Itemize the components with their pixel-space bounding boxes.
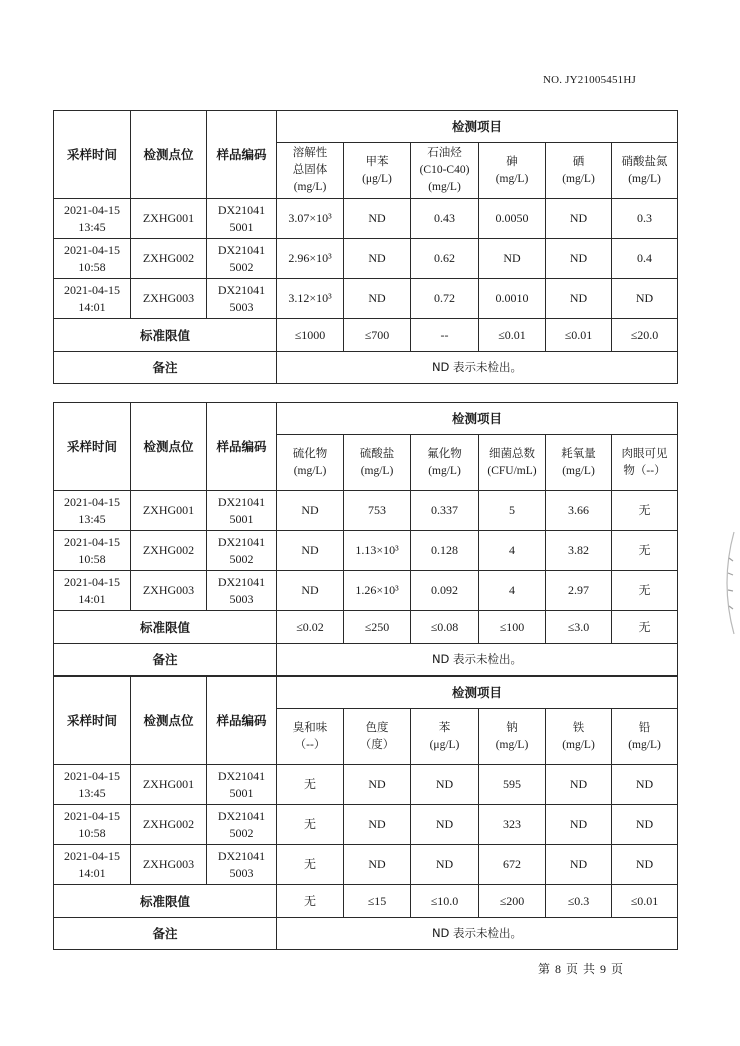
header-sample-code: 样品编码 bbox=[207, 111, 277, 199]
result-value-cell: ND bbox=[479, 239, 546, 279]
result-value-cell: ND bbox=[612, 765, 678, 805]
result-value-cell: 无 bbox=[612, 571, 678, 611]
standard-limit-cell: ≤15 bbox=[344, 885, 411, 918]
parameter-header bbox=[344, 143, 411, 199]
parameter-label: (μg/L) bbox=[362, 172, 392, 185]
result-value-cell: 3.07×10³ bbox=[277, 199, 344, 239]
result-value-cell: 595 bbox=[479, 765, 546, 805]
sampling-date: 2021-04-15 bbox=[64, 848, 120, 863]
sample-code-part1: DX21041 bbox=[217, 768, 266, 783]
result-value-cell: ND bbox=[344, 765, 411, 805]
monitoring-point-cell: ZXHG003 bbox=[131, 279, 207, 319]
header-test-items: 检测项目 bbox=[277, 111, 678, 143]
table-row bbox=[54, 239, 678, 279]
sample-code-part1: DX21041 bbox=[217, 808, 266, 823]
table-row bbox=[54, 805, 678, 845]
result-value-cell: 0.0050 bbox=[479, 199, 546, 239]
standard-limit-cell: -- bbox=[411, 319, 479, 352]
parameter-label: 铁 bbox=[572, 721, 585, 734]
standard-limit-cell: ≤0.02 bbox=[277, 611, 344, 644]
remark-label: 备注 bbox=[54, 644, 277, 676]
header-monitoring-point: 检测点位 bbox=[131, 111, 207, 199]
sample-code-part2: 5002 bbox=[229, 825, 254, 840]
result-value-cell: 323 bbox=[479, 805, 546, 845]
result-value-cell: 0.4 bbox=[612, 239, 678, 279]
sampling-date: 2021-04-15 bbox=[64, 574, 120, 589]
parameter-label: 肉眼可见 bbox=[621, 447, 668, 460]
result-value-cell: 无 bbox=[612, 491, 678, 531]
parameter-label: 铅 bbox=[638, 721, 651, 734]
sampling-clock: 13:45 bbox=[78, 785, 106, 800]
result-value-cell: ND bbox=[277, 531, 344, 571]
parameter-header bbox=[479, 709, 546, 765]
parameter-label: (C10-C40) bbox=[419, 164, 470, 176]
header-monitoring-point: 检测点位 bbox=[131, 403, 207, 491]
monitoring-point-cell: ZXHG002 bbox=[131, 239, 207, 279]
result-value-cell: 0.62 bbox=[411, 239, 479, 279]
sample-code-cell bbox=[207, 239, 277, 279]
table-row bbox=[54, 199, 678, 239]
parameter-label: 苯 bbox=[438, 721, 451, 734]
remark-text: ND 表示未检出。 bbox=[277, 918, 678, 950]
seal-stamp-partial bbox=[716, 528, 738, 638]
table-row bbox=[54, 491, 678, 531]
standard-limit-cell: ≤0.3 bbox=[546, 885, 612, 918]
sampling-clock: 14:01 bbox=[78, 299, 106, 314]
parameter-label: 总固体 bbox=[292, 164, 328, 176]
sampling-clock: 10:58 bbox=[78, 259, 106, 274]
data-table-2 bbox=[53, 402, 678, 676]
sampling-time-cell bbox=[54, 279, 131, 319]
parameter-header bbox=[546, 143, 612, 199]
table-row bbox=[54, 571, 678, 611]
sampling-date: 2021-04-15 bbox=[64, 768, 120, 783]
parameter-label: 砷 bbox=[506, 155, 518, 168]
standard-limit-label: 标准限值 bbox=[54, 319, 277, 352]
sampling-date: 2021-04-15 bbox=[64, 242, 120, 257]
header-sampling-time: 采样时间 bbox=[54, 677, 131, 765]
parameter-label: (mg/L) bbox=[562, 738, 595, 751]
parameter-label: 细菌总数 bbox=[489, 447, 535, 460]
result-value-cell: ND bbox=[344, 279, 411, 319]
sample-code-part2: 5002 bbox=[229, 259, 254, 274]
sample-code-part2: 5003 bbox=[229, 299, 254, 314]
sample-code-part2: 5003 bbox=[229, 591, 254, 606]
result-value-cell: 3.66 bbox=[546, 491, 612, 531]
result-value-cell: ND bbox=[612, 279, 678, 319]
header-sampling-time: 采样时间 bbox=[54, 111, 131, 199]
result-value-cell: 2.97 bbox=[546, 571, 612, 611]
standard-limit-cell: ≤0.08 bbox=[411, 611, 479, 644]
parameter-label: 石油烃 bbox=[427, 147, 462, 159]
result-value-cell: ND bbox=[546, 765, 612, 805]
parameter-label: (mg/L) bbox=[428, 464, 461, 477]
sample-code-part2: 5001 bbox=[229, 511, 254, 526]
result-value-cell: 672 bbox=[479, 845, 546, 885]
result-value-cell: 3.82 bbox=[546, 531, 612, 571]
parameter-header bbox=[277, 143, 344, 199]
parameter-header bbox=[612, 143, 678, 199]
parameter-label: (mg/L) bbox=[360, 464, 394, 477]
monitoring-point-cell: ZXHG002 bbox=[131, 805, 207, 845]
result-value-cell: 0.092 bbox=[411, 571, 479, 611]
parameter-label: 氟化物 bbox=[427, 447, 462, 460]
result-value-cell: 3.12×10³ bbox=[277, 279, 344, 319]
sample-code-part1: DX21041 bbox=[217, 202, 266, 217]
sample-code-part1: DX21041 bbox=[217, 282, 266, 297]
parameter-label: (mg/L) bbox=[628, 738, 661, 751]
parameter-label: (mg/L) bbox=[293, 464, 327, 477]
header-sample-code: 样品编码 bbox=[207, 403, 277, 491]
result-value-cell: ND bbox=[411, 845, 479, 885]
result-value-cell: 2.96×10³ bbox=[277, 239, 344, 279]
parameter-header bbox=[479, 143, 546, 199]
parameter-label: (μg/L) bbox=[429, 738, 460, 751]
sampling-clock: 14:01 bbox=[78, 865, 106, 880]
parameter-label: (mg/L) bbox=[495, 738, 529, 751]
sampling-time-cell bbox=[54, 845, 131, 885]
data-table-3 bbox=[53, 676, 678, 950]
sample-code-part1: DX21041 bbox=[217, 494, 266, 509]
parameter-header bbox=[612, 709, 678, 765]
result-value-cell: 5 bbox=[479, 491, 546, 531]
sample-code-cell bbox=[207, 845, 277, 885]
standard-limit-cell: 无 bbox=[612, 611, 678, 644]
result-value-cell: 4 bbox=[479, 571, 546, 611]
sampling-time-cell bbox=[54, 571, 131, 611]
sampling-time-cell bbox=[54, 239, 131, 279]
sampling-clock: 13:45 bbox=[78, 219, 106, 234]
header-test-items: 检测项目 bbox=[277, 403, 678, 435]
table-row bbox=[54, 531, 678, 571]
parameter-label: (CFU/mL) bbox=[487, 464, 537, 477]
result-value-cell: ND bbox=[411, 765, 479, 805]
standard-limit-cell: ≤0.01 bbox=[546, 319, 612, 352]
monitoring-point-cell: ZXHG001 bbox=[131, 199, 207, 239]
table-row bbox=[54, 765, 678, 805]
table-row bbox=[54, 279, 678, 319]
result-value-cell: ND bbox=[546, 239, 612, 279]
standard-limit-cell: 无 bbox=[277, 885, 344, 918]
parameter-header bbox=[612, 435, 678, 491]
parameter-header bbox=[344, 709, 411, 765]
result-value-cell: ND bbox=[546, 805, 612, 845]
data-table-1 bbox=[53, 110, 678, 384]
result-value-cell: ND bbox=[344, 239, 411, 279]
sample-code-part2: 5003 bbox=[229, 865, 254, 880]
sampling-date: 2021-04-15 bbox=[64, 808, 120, 823]
parameter-label: 溶解性 bbox=[292, 147, 328, 159]
sample-code-cell bbox=[207, 765, 277, 805]
sampling-time-cell bbox=[54, 765, 131, 805]
header-sample-code: 样品编码 bbox=[207, 677, 277, 765]
parameter-label: (mg/L) bbox=[495, 172, 529, 185]
remark-text: ND 表示未检出。 bbox=[277, 644, 678, 676]
result-value-cell: 1.26×10³ bbox=[344, 571, 411, 611]
monitoring-point-cell: ZXHG003 bbox=[131, 845, 207, 885]
result-value-cell: 0.337 bbox=[411, 491, 479, 531]
parameter-label: 物（--） bbox=[623, 464, 666, 477]
result-value-cell: ND bbox=[411, 805, 479, 845]
result-value-cell: 0.0010 bbox=[479, 279, 546, 319]
standard-limit-cell: ≤1000 bbox=[277, 319, 344, 352]
sampling-clock: 10:58 bbox=[78, 551, 106, 566]
parameter-label: (mg/L) bbox=[562, 464, 595, 477]
standard-limit-cell: ≤3.0 bbox=[546, 611, 612, 644]
parameter-label: (mg/L) bbox=[293, 181, 327, 193]
remark-label: 备注 bbox=[54, 918, 277, 950]
header-monitoring-point: 检测点位 bbox=[131, 677, 207, 765]
parameter-header bbox=[546, 435, 612, 491]
standard-limit-label: 标准限值 bbox=[54, 611, 277, 644]
standard-limit-label: 标准限值 bbox=[54, 885, 277, 918]
parameter-header bbox=[411, 709, 479, 765]
remark-text: ND 表示未检出。 bbox=[277, 352, 678, 384]
page-number: 第 8 页 共 9 页 bbox=[538, 962, 625, 976]
standard-limit-cell: ≤250 bbox=[344, 611, 411, 644]
result-value-cell: 无 bbox=[277, 805, 344, 845]
parameter-label: 钠 bbox=[506, 721, 518, 734]
standard-limit-cell: ≤20.0 bbox=[612, 319, 678, 352]
monitoring-point-cell: ZXHG001 bbox=[131, 491, 207, 531]
result-value-cell: 1.13×10³ bbox=[344, 531, 411, 571]
parameter-header bbox=[277, 709, 344, 765]
sampling-time-cell bbox=[54, 491, 131, 531]
result-value-cell: 无 bbox=[277, 845, 344, 885]
parameter-label: 色度 bbox=[365, 721, 389, 734]
sampling-clock: 13:45 bbox=[78, 511, 106, 526]
sampling-date: 2021-04-15 bbox=[64, 282, 120, 297]
sample-code-cell bbox=[207, 491, 277, 531]
result-value-cell: 无 bbox=[277, 765, 344, 805]
sample-code-part1: DX21041 bbox=[217, 848, 266, 863]
result-value-cell: ND bbox=[612, 845, 678, 885]
header-test-items: 检测项目 bbox=[277, 677, 678, 709]
parameter-label: 硫酸盐 bbox=[359, 447, 395, 460]
parameter-header bbox=[277, 435, 344, 491]
sampling-time-cell bbox=[54, 199, 131, 239]
result-value-cell: 0.72 bbox=[411, 279, 479, 319]
sampling-clock: 10:58 bbox=[78, 825, 106, 840]
parameter-label: (mg/L) bbox=[428, 181, 461, 193]
sample-code-cell bbox=[207, 279, 277, 319]
remark-label: 备注 bbox=[54, 352, 277, 384]
result-value-cell: ND bbox=[546, 199, 612, 239]
parameter-header bbox=[344, 435, 411, 491]
parameter-label: (mg/L) bbox=[562, 172, 595, 185]
result-value-cell: ND bbox=[344, 199, 411, 239]
sampling-date: 2021-04-15 bbox=[64, 534, 120, 549]
monitoring-point-cell: ZXHG003 bbox=[131, 571, 207, 611]
standard-limit-cell: ≤0.01 bbox=[479, 319, 546, 352]
result-value-cell: 0.3 bbox=[612, 199, 678, 239]
parameter-header bbox=[546, 709, 612, 765]
standard-limit-cell: ≤200 bbox=[479, 885, 546, 918]
result-value-cell: 0.128 bbox=[411, 531, 479, 571]
sampling-date: 2021-04-15 bbox=[64, 202, 120, 217]
sample-code-cell bbox=[207, 199, 277, 239]
parameter-label: (mg/L) bbox=[628, 172, 661, 185]
parameter-label: （--） bbox=[294, 738, 326, 751]
result-value-cell: ND bbox=[344, 845, 411, 885]
result-value-cell: 753 bbox=[344, 491, 411, 531]
sampling-time-cell bbox=[54, 805, 131, 845]
parameter-header bbox=[479, 435, 546, 491]
sample-code-part1: DX21041 bbox=[217, 534, 266, 549]
sample-code-part2: 5001 bbox=[229, 219, 254, 234]
parameter-label: 硝酸盐氮 bbox=[621, 155, 668, 168]
monitoring-point-cell: ZXHG002 bbox=[131, 531, 207, 571]
sample-code-cell bbox=[207, 805, 277, 845]
result-value-cell: ND bbox=[546, 845, 612, 885]
result-value-cell: ND bbox=[277, 571, 344, 611]
parameter-label: （度） bbox=[359, 738, 395, 751]
parameter-label: 硫化物 bbox=[292, 447, 328, 460]
sample-code-part2: 5002 bbox=[229, 551, 254, 566]
parameter-label: 臭和味 bbox=[292, 721, 328, 734]
sampling-clock: 14:01 bbox=[78, 591, 106, 606]
sampling-time-cell bbox=[54, 531, 131, 571]
parameter-header bbox=[411, 435, 479, 491]
sample-code-cell bbox=[207, 531, 277, 571]
sample-code-part1: DX21041 bbox=[217, 574, 266, 589]
sample-code-part1: DX21041 bbox=[217, 242, 266, 257]
standard-limit-cell: ≤100 bbox=[479, 611, 546, 644]
result-value-cell: 无 bbox=[612, 531, 678, 571]
table-row bbox=[54, 845, 678, 885]
result-value-cell: ND bbox=[277, 491, 344, 531]
parameter-label: 硒 bbox=[572, 155, 585, 168]
result-value-cell: 0.43 bbox=[411, 199, 479, 239]
standard-limit-cell: ≤10.0 bbox=[411, 885, 479, 918]
result-value-cell: 4 bbox=[479, 531, 546, 571]
standard-limit-cell: ≤0.01 bbox=[612, 885, 678, 918]
header-sampling-time: 采样时间 bbox=[54, 403, 131, 491]
result-value-cell: ND bbox=[546, 279, 612, 319]
standard-limit-cell: ≤700 bbox=[344, 319, 411, 352]
sampling-date: 2021-04-15 bbox=[64, 494, 120, 509]
result-value-cell: ND bbox=[612, 805, 678, 845]
document-number: NO. JY21005451HJ bbox=[542, 74, 636, 86]
monitoring-point-cell: ZXHG001 bbox=[131, 765, 207, 805]
parameter-label: 耗氧量 bbox=[561, 447, 596, 460]
parameter-header bbox=[411, 143, 479, 199]
parameter-label: 甲苯 bbox=[365, 155, 389, 168]
result-value-cell: ND bbox=[344, 805, 411, 845]
sample-code-cell bbox=[207, 571, 277, 611]
sample-code-part2: 5001 bbox=[229, 785, 254, 800]
